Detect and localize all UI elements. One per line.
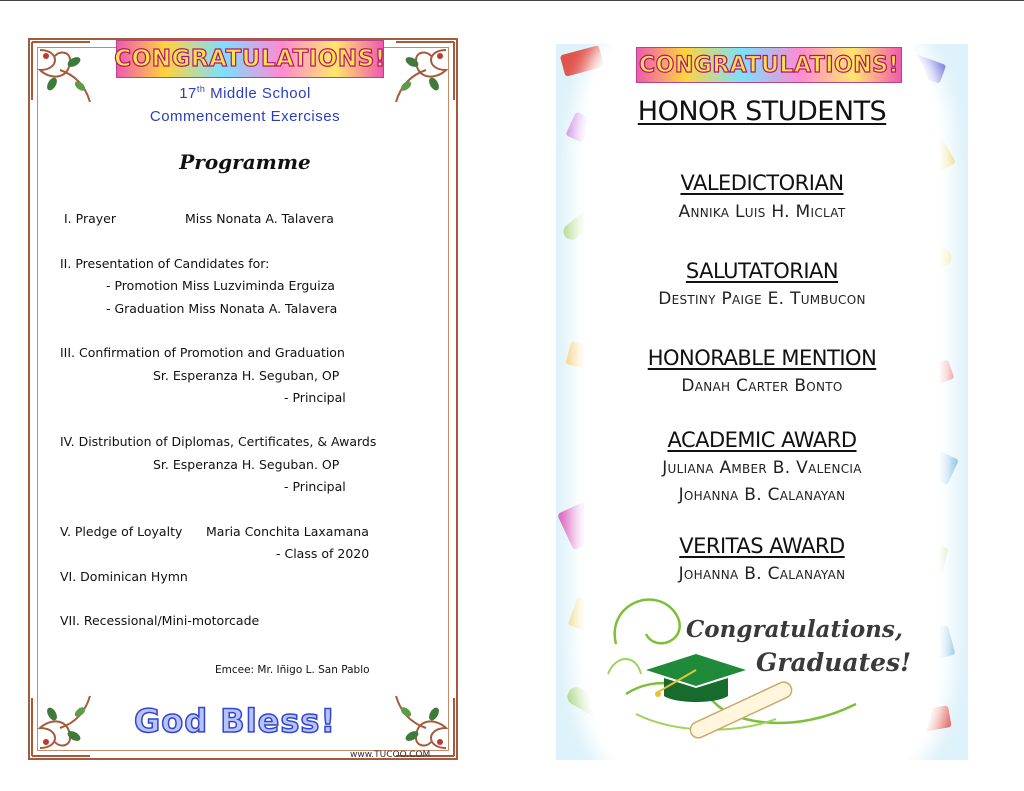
award-label: VERITAS AWARD	[679, 534, 845, 558]
emcee-line: Emcee: Mr. Iñigo L. San Pablo	[215, 664, 370, 676]
congratulations-script: Congratulations,	[686, 616, 903, 643]
god-bless-footer: God Bless!	[134, 702, 337, 740]
programme-item: - Principal	[284, 479, 346, 494]
programme-item: - Class of 2020	[276, 546, 370, 561]
award-label: HONORABLE MENTION	[647, 346, 877, 370]
event-ordinal: 17	[179, 85, 197, 102]
corner-ornament-icon	[30, 688, 100, 758]
honoree-name: Johanna B. Calanayan	[678, 485, 846, 505]
programme-item: Sr. Esperanza H. Seguban, OP	[153, 368, 340, 383]
programme-item: Sr. Esperanza H. Seguban. OP	[153, 457, 340, 472]
page-top-rule	[0, 0, 1024, 1]
honor-students-title: HONOR STUDENTS	[637, 96, 887, 127]
programme-item: II. Presentation of Candidates for:	[60, 256, 270, 271]
programme-item: V. Pledge of Loyalty	[60, 524, 183, 539]
award-label: SALUTATORIAN	[685, 259, 839, 283]
honoree-name: Destiny Paige E. Tumbucon	[658, 289, 866, 309]
programme-item: VI. Dominican Hymn	[60, 569, 188, 584]
programme-item: I. Prayer	[64, 211, 116, 226]
event-title-line1	[28, 84, 462, 102]
honor-students-panel	[556, 44, 968, 760]
programme-panel	[28, 38, 462, 764]
watermark: www.TUCOO.COM	[350, 750, 431, 760]
programme-item: III. Confirmation of Promotion and Graduation	[60, 345, 345, 360]
event-title-rest: Middle School	[210, 85, 311, 102]
honoree-name: Johanna B. Calanayan	[678, 564, 846, 584]
honoree-name: Danah Carter Bonto	[681, 376, 843, 396]
graduates-script: Graduates!	[756, 648, 912, 677]
congratulations-banner	[636, 47, 902, 83]
programme-item: - Graduation Miss Nonata A. Talavera	[106, 301, 338, 316]
award-label: ACADEMIC AWARD	[667, 428, 857, 452]
programme-item-person: Miss Nonata A. Talavera	[185, 211, 334, 226]
programme-item: IV. Distribution of Diplomas, Certificates, & Awards	[60, 434, 377, 449]
congratulations-banner	[116, 40, 384, 78]
event-title-line2: Commencement Exercises	[149, 108, 341, 125]
programme-item-person: Maria Conchita Laxamana	[206, 524, 369, 539]
banner-text: CONGRATULATIONS!	[114, 46, 386, 72]
award-label: VALEDICTORIAN	[680, 171, 844, 195]
corner-ornament-icon	[386, 688, 456, 758]
honoree-name: Annika Luis H. Miclat	[678, 202, 846, 222]
banner-text: CONGRATULATIONS!	[639, 52, 899, 78]
programme-heading: Programme	[179, 150, 311, 174]
programme-item: VII. Recessional/Mini-motorcade	[60, 613, 260, 628]
event-ordinal-suffix: th	[196, 84, 206, 94]
programme-item: - Promotion Miss Luzviminda Erguiza	[106, 278, 335, 293]
honoree-name: Juliana Amber B. Valencia	[662, 458, 862, 478]
programme-item: - Principal	[284, 390, 346, 405]
